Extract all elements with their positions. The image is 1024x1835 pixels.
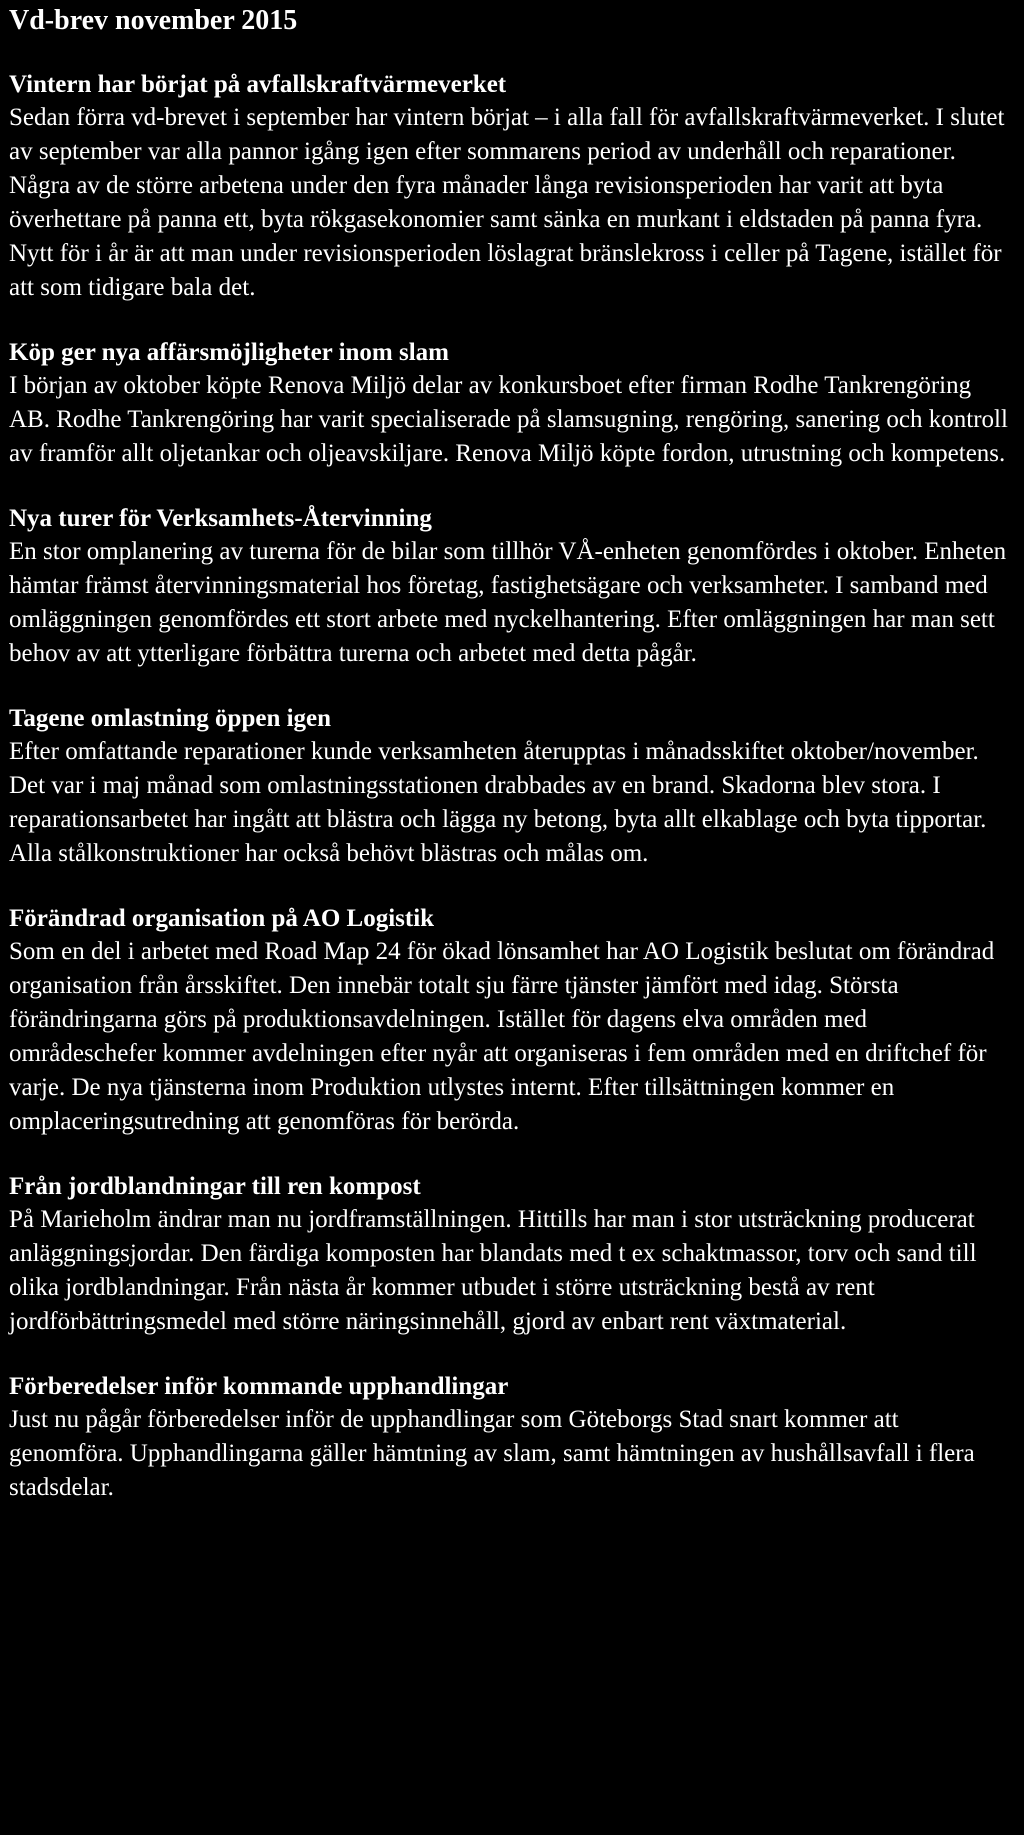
section-heading: Nya turer för Verksamhets-Återvinning [9, 505, 432, 532]
section-verksamhets-atervinning [9, 504, 1010, 671]
section-paragraph: Det var i maj månad som omlastningsstationen drabbades av en brand. Skadorna blev stora. I reparationsarbetet har ingått att blästra och lägga ny betong, byta allt elkablage och byta tipportar. Alla stålkonstruktioner har också behövt blästras och målas om. [9, 772, 987, 867]
section-heading: Från jordblandningar till ren kompost [9, 1173, 421, 1200]
section-tagene-omlastning [9, 704, 1010, 871]
section-paragraph: Just nu pågår förberedelser inför de upphandlingar som Göteborgs Stad snart kommer att genomföra. Upphandlingarna gäller hämtning av slam, samt hämtningen av hushållsavfall i flera stadsdelar. [9, 1406, 975, 1501]
section-slam [9, 338, 1010, 471]
section-paragraph: Efter omfattande reparationer kunde verksamheten återupptas i månadsskiftet oktober/november. [9, 738, 979, 765]
section-heading: Köp ger nya affärsmöjligheter inom slam [9, 339, 450, 366]
section-paragraph: En stor omplanering av turerna för de bilar som tillhör VÅ-enheten genomfördes i oktober. Enheten hämtar främst återvinningsmaterial hos företag, fastighetsägare och verksamheter. I samband med omläggningen genomfördes ett stort arbete med nyckelhantering. Efter omläggningen har man sett behov av att ytterligare förbättra turerna och arbetet med detta pågår. [9, 538, 1007, 667]
section-ao-logistik [9, 904, 1010, 1139]
section-heading: Tagene omlastning öppen igen [9, 705, 332, 732]
document-title: Vd-brev november 2015 [9, 5, 298, 36]
section-upphandlingar [9, 1372, 1010, 1505]
section-heading: Vintern har börjat på avfallskraftvärmeverket [9, 71, 507, 98]
section-paragraph: Som en del i arbetet med Road Map 24 för ökad lönsamhet har AO Logistik beslutat om förändrad organisation från årsskiftet. Den innebär totalt sju färre tjänster jämfört med idag. Största förändringarna görs på produktionsavdelningen. Istället för dagens elva områden med områdeschefer kommer avdelningen efter nyår att organiseras i fem områden med en driftchef för varje. De nya tjänsterna inom Produktion utlystes internt. Efter tillsättningen kommer en omplaceringsutredning att genomföras för berörda. [9, 938, 995, 1135]
section-heading: Förändrad organisation på AO Logistik [9, 905, 435, 932]
section-paragraph: I början av oktober köpte Renova Miljö delar av konkursboet efter firman Rodhe Tankrengöring AB. Rodhe Tankrengöring har varit specialiserade på slamsugning, rengöring, sanering och kontroll av framför allt oljetankar och oljeavskiljare. Renova Miljö köpte fordon, utrustning och kompetens. [9, 372, 1008, 467]
section-vintern [9, 70, 1010, 305]
section-kompost [9, 1172, 1010, 1339]
section-paragraph: Sedan förra vd-brevet i september har vintern börjat – i alla fall för avfallskraftvärmeverket. I slutet av september var alla pannor igång igen efter sommarens period av underhåll och reparationer. Några av de större arbetena under den fyra månader långa revisionsperioden har varit att byta överhettare på panna ett, byta rökgasekonomier samt sänka en murkant i eldstaden på panna fyra. Nytt för i år är att man under revisionsperioden löslagrat bränslekross i celler på Tagene, istället för att som tidigare bala det. [9, 104, 1005, 301]
section-heading: Förberedelser inför kommande upphandlingar [9, 1373, 509, 1400]
section-paragraph: På Marieholm ändrar man nu jordframställningen. Hittills har man i stor utsträckning producerat anläggningsjordar. Den färdiga komposten har blandats med t ex schaktmassor, torv och sand till olika jordblandningar. Från nästa år kommer utbudet i större utsträckning bestå av rent jordförbättringsmedel med större näringsinnehåll, gjord av enbart rent växtmaterial. [9, 1206, 977, 1335]
